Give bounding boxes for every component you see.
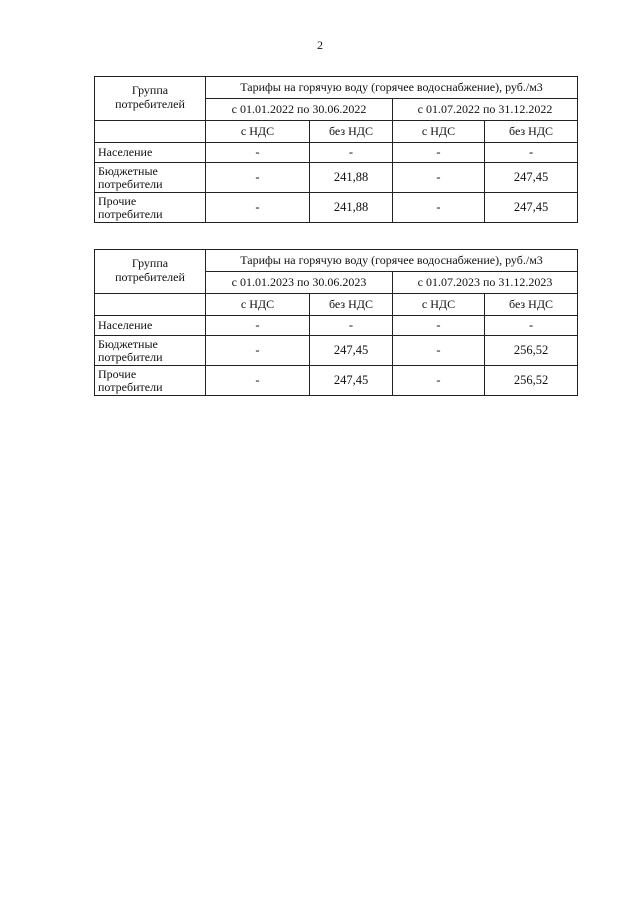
cell-value: - (485, 316, 578, 336)
group-header: Группа потребителей (95, 250, 206, 294)
tariff-title: Тарифы на горячую воду (горячее водоснабжение), руб./м3 (206, 77, 578, 99)
cell-value: - (206, 193, 310, 223)
cell-value: 241,88 (310, 193, 393, 223)
vat-label: без НДС (310, 294, 393, 316)
table-row (95, 316, 578, 336)
table-row (95, 366, 578, 396)
cell-value: - (393, 193, 485, 223)
cell-value: 247,45 (310, 336, 393, 366)
cell-value: 256,52 (485, 366, 578, 396)
cell-value: - (393, 336, 485, 366)
vat-label: без НДС (485, 121, 578, 143)
cell-value: 241,88 (310, 163, 393, 193)
period-second-half: с 01.07.2023 по 31.12.2023 (393, 272, 578, 294)
row-label: Прочие потребители (95, 193, 206, 223)
cell-value: - (206, 143, 310, 163)
vat-label: с НДС (206, 294, 310, 316)
tariff-table-2023 (94, 249, 578, 396)
page-number: 2 (317, 38, 323, 52)
cell-value: 247,45 (485, 163, 578, 193)
cell-value: - (393, 316, 485, 336)
row-label: Население (95, 143, 206, 163)
empty-cell (95, 294, 206, 316)
table-row (95, 163, 578, 193)
vat-label: без НДС (310, 121, 393, 143)
cell-value: - (206, 366, 310, 396)
cell-value: - (393, 163, 485, 193)
row-label: Бюджетные потребители (95, 336, 206, 366)
cell-value: - (393, 143, 485, 163)
table-row (95, 193, 578, 223)
cell-value: 256,52 (485, 336, 578, 366)
vat-label: с НДС (206, 121, 310, 143)
empty-cell (95, 121, 206, 143)
cell-value: - (393, 366, 485, 396)
cell-value: 247,45 (310, 366, 393, 396)
row-label: Население (95, 316, 206, 336)
cell-value: - (310, 316, 393, 336)
period-second-half: с 01.07.2022 по 31.12.2022 (393, 99, 578, 121)
cell-value: - (206, 316, 310, 336)
table-row (95, 143, 578, 163)
vat-label: без НДС (485, 294, 578, 316)
cell-value: - (206, 336, 310, 366)
row-label: Бюджетные потребители (95, 163, 206, 193)
table-row (95, 336, 578, 366)
vat-label: с НДС (393, 121, 485, 143)
cell-value: - (485, 143, 578, 163)
tariff-title: Тарифы на горячую воду (горячее водоснабжение), руб./м3 (206, 250, 578, 272)
row-label: Прочие потребители (95, 366, 206, 396)
period-first-half: с 01.01.2022 по 30.06.2022 (206, 99, 393, 121)
cell-value: 247,45 (485, 193, 578, 223)
period-first-half: с 01.01.2023 по 30.06.2023 (206, 272, 393, 294)
tariff-table-2022 (94, 76, 578, 223)
group-header: Группа потребителей (95, 77, 206, 121)
cell-value: - (206, 163, 310, 193)
vat-label: с НДС (393, 294, 485, 316)
cell-value: - (310, 143, 393, 163)
